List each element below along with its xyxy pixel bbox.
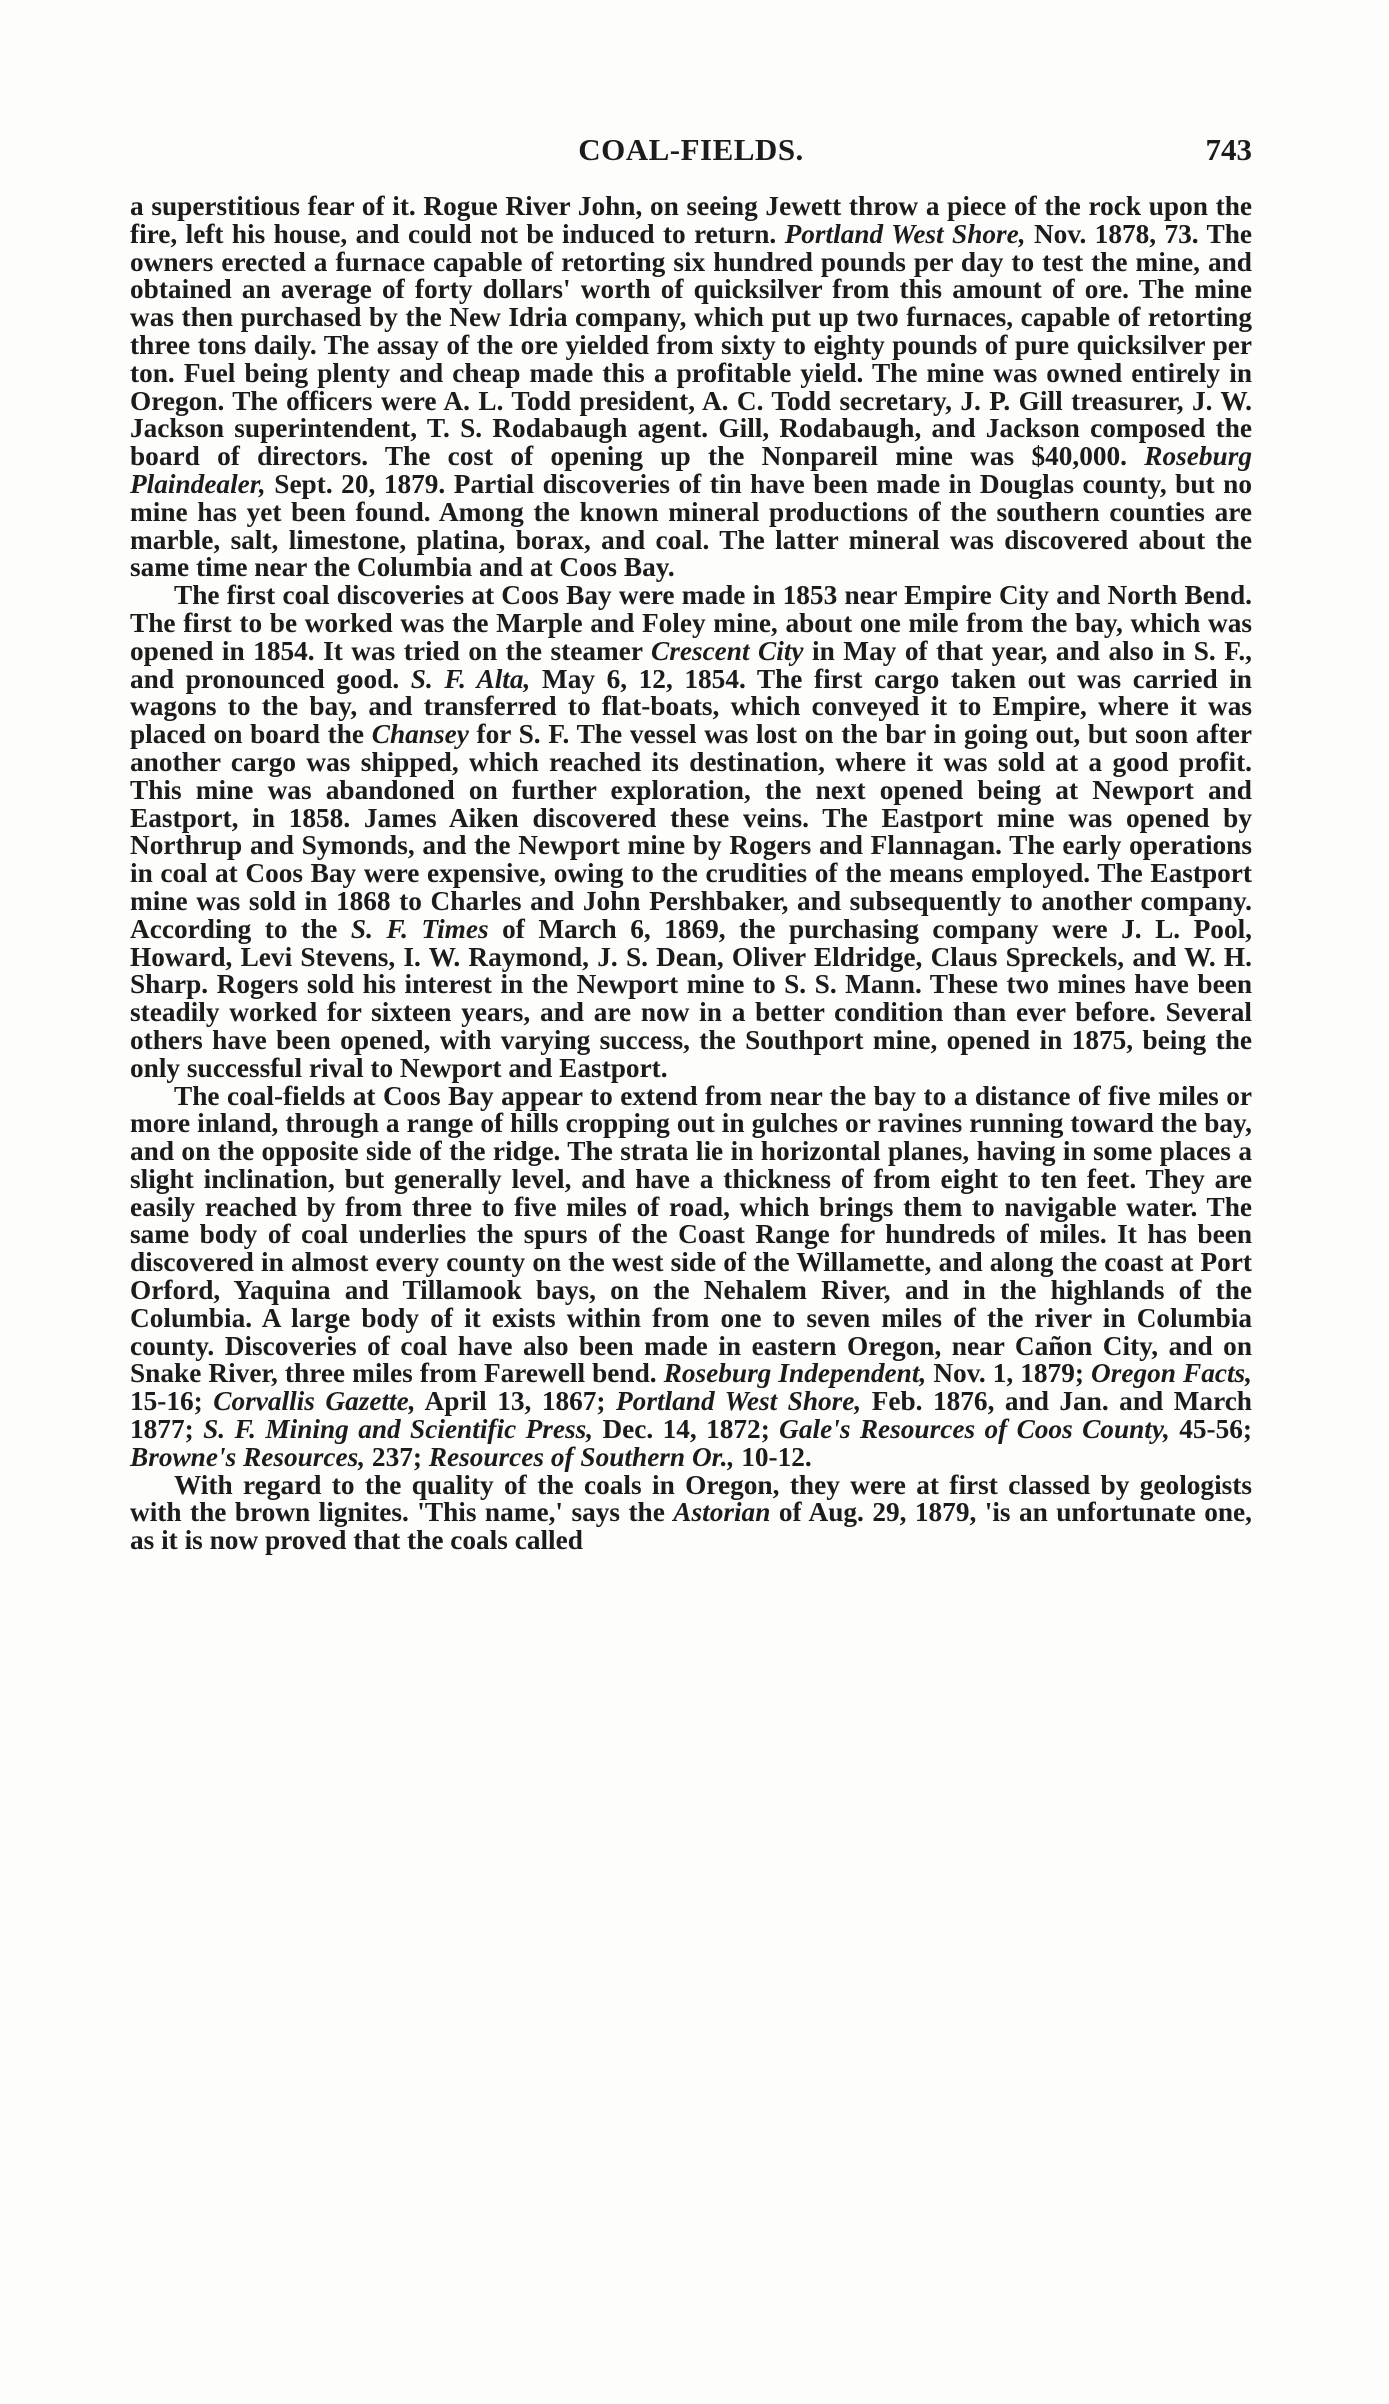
- citation-italic: Chansey: [371, 719, 469, 750]
- text-segment: of March 6, 1869, the purchasing company were J. L. Pool, Howard, Levi Stevens, I. W. Raymond, J. S. Dean, Oliver Eldridge, Claus Spreckels, and W. H. Sharp. Rogers sold his interest in the Newport mine to S. S. Mann. These two mines have been steadily worked for sixteen years, and are now in a better condition than ever before. Several others have been opened, with varying success, the Southport mine, opened in 1875, being the only successful rival to Newport and Eastport.: [130, 913, 1253, 1083]
- paragraph: [130, 193, 1252, 582]
- text-segment: 15-16;: [130, 1386, 214, 1417]
- citation-italic: Roseburg Independent,: [663, 1358, 927, 1389]
- citation-italic: Corvallis Gazette,: [213, 1386, 416, 1417]
- text-segment: 237;: [365, 1441, 429, 1472]
- citation-italic: Resources of Southern Or.,: [428, 1441, 735, 1472]
- text-segment: Feb. 1876, and Jan. and March 1877;: [130, 1386, 1252, 1445]
- text-segment: With regard to the quality of the coals in Oregon, they were at first classed by geologists with the brown lignites. 'This name,' says the: [130, 1469, 1252, 1528]
- citation-italic: Gale's Resources of Coos County,: [779, 1414, 1170, 1445]
- page-number: 743: [1205, 132, 1252, 167]
- text-segment: a superstitious fear of it. Rogue River John, on seeing Jewett throw a piece of the rock upon the fire, left his house, and could not be induced to return.: [130, 191, 1252, 249]
- text-segment: The coal-fields at Coos Bay appear to extend from near the bay to a distance of five miles or more inland, through a range of hills cropping out in gulches or ravines running toward the bay, and on the opposite side of the ridge. The strata lie in horizontal planes, having in some places a slight inclination, but generally level, and have a thickness of from eight to ten feet. They are easily reached by from three to five miles of road, which brings them to navigable water. The same body of coal underlies the spurs of the Coast Range for hundreds of miles. It has been discovered in almost every county on the west side of the Willamette, and along the coast at Port Orford, Yaquina and Tillamook bays, on the Nehalem River, and in the highlands of the Columbia. A large body of it exists within from one to seven miles of the river in Columbia county. Discoveries of coal have also been made in eastern Oregon, near Cañon City, and on Snake River, three miles from Farewell bend.: [130, 1080, 1252, 1389]
- citation-italic: Browne's Resources,: [130, 1441, 366, 1472]
- text-segment: of Aug. 29, 1879, 'is an unfortunate one, as it is now proved that the coals called: [130, 1497, 1252, 1556]
- text-segment: 45-56;: [1169, 1414, 1252, 1445]
- citation-italic: Crescent City: [651, 635, 804, 666]
- text-segment: April 13, 1867;: [415, 1386, 616, 1417]
- running-title: COAL-FIELDS.: [578, 132, 804, 167]
- text-segment: Sept. 20, 1879. Partial discoveries of tin have been made in Douglas county, but no mine has yet been found. Among the known mineral productions of the southern counties are marble, salt, limestone, platina, borax, and coal. The latter mineral was discovered about the same time near the Columbia and at Coos Bay.: [130, 468, 1252, 583]
- text-segment: for S. F. The vessel was lost on the bar in going out, but soon after another cargo was shipped, which reached its destination, where it was sold at a good profit. This mine was abandoned on further exploration, the next opened being at Newport and Eastport, in 1858. James Aiken discovered these veins. The Eastport mine was opened by Northrup and Symonds, and the Newport mine by Rogers and Flannagan. The early operations in coal at Coos Bay were expensive, owing to the crudities of the means employed. The Eastport mine was sold in 1868 to Charles and John Pershbaker, and subsequently to another company. According to the: [130, 719, 1252, 944]
- text-segment: Nov. 1, 1879;: [926, 1358, 1091, 1389]
- paragraph: [130, 582, 1252, 1082]
- text-segment: The first coal discoveries at Coos Bay were made in 1853 near Empire City and North Bend. The first to be worked was the Marple and Foley mine, about one mile from the bay, which was opened in 1854. It was tried on the steamer: [130, 580, 1252, 666]
- paragraph: [130, 1080, 1252, 1472]
- body-text: [130, 193, 1252, 1555]
- text-segment: Nov. 1878, 73. The owners erected a furnace capable of retorting six hundred pounds per day to test the mine, and obtained an average of forty dollars' worth of quicksilver from this amount of ore. The mine was then purchased by the New Idria company, which put up two furnaces, capable of retorting three tons daily. The assay of the ore yielded from sixty to eighty pounds of pure quicksilver per ton. Fuel being plenty and cheap made this a profitable yield. The mine was owned entirely in Oregon. The officers were A. L. Todd president, A. C. Todd secretary, J. P. Gill treasurer, J. W. Jackson superintendent, T. S. Rodabaugh agent. Gill, Rodabaugh, and Jackson composed the board of directors. The cost of opening up the Nonpareil mine was $40,000.: [130, 218, 1252, 472]
- citation-italic: Oregon Facts,: [1091, 1358, 1252, 1389]
- citation-italic: Portland West Shore,: [784, 218, 1026, 249]
- citation-italic: Astorian: [673, 1497, 771, 1528]
- citation-italic: Portland West Shore,: [616, 1386, 862, 1417]
- text-segment: 10-12.: [734, 1441, 812, 1472]
- citation-italic: S. F. Mining and Scientific Press,: [203, 1414, 594, 1445]
- citation-italic: S. F. Alta,: [410, 663, 531, 694]
- citation-italic: S. F. Times: [350, 913, 489, 944]
- citation-italic: Roseburg Plaindealer,: [130, 441, 1252, 499]
- text-segment: Dec. 14, 1872;: [593, 1414, 780, 1445]
- running-header: [130, 132, 1252, 172]
- text-segment: May 6, 12, 1854. The first cargo taken out was carried in wagons to the bay, and transferred to flat-boats, which conveyed it to Empire, where it was placed on board the: [130, 663, 1252, 750]
- paragraph: [130, 1469, 1252, 1556]
- text-segment: in May of that year, and also in S. F., and pronounced good.: [130, 635, 1253, 694]
